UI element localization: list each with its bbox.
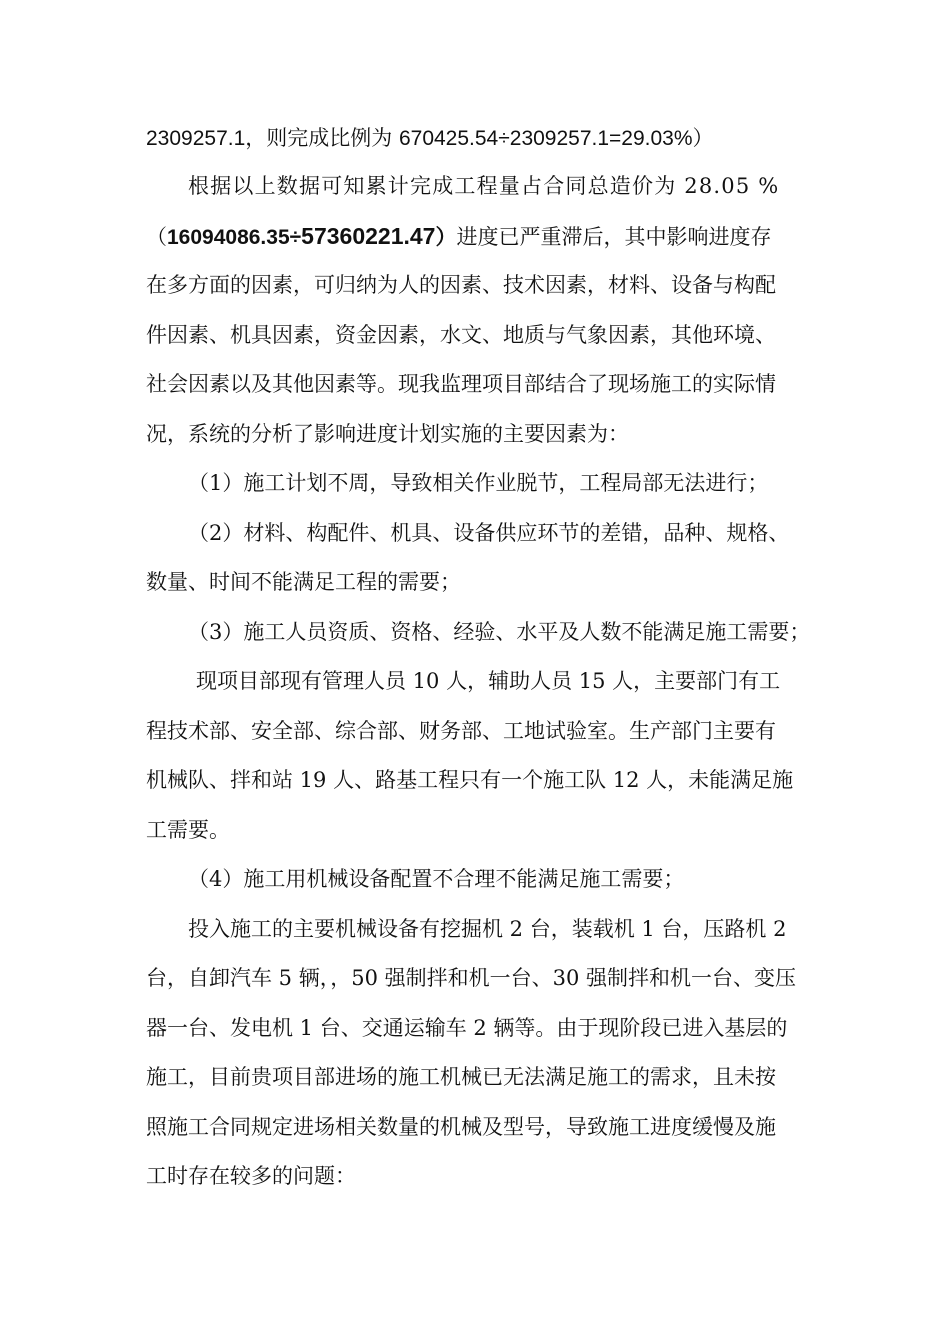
text-line-12 bbox=[196, 661, 866, 701]
text-line-6 bbox=[146, 364, 816, 404]
paragraph-text: 投入施工的主要机械设备有挖掘机 2 台，装载机 1 台，压路机 2 bbox=[188, 917, 787, 941]
text-line-22 bbox=[146, 1156, 816, 1196]
text-line-11 bbox=[188, 612, 858, 652]
paragraph-text: 现项目部现有管理人员 10 人，辅助人员 15 人，主要部门有工 bbox=[196, 669, 781, 693]
text-line-5 bbox=[146, 315, 816, 355]
paragraph-text: 机械队、拌和站 19 人、路基工程只有一个施工队 12 人，未能满足施 bbox=[146, 768, 794, 792]
text-line-15 bbox=[146, 810, 816, 850]
number-text-large: 57360221.47 bbox=[301, 223, 436, 249]
paragraph-text: 器一台、发电机 1 台、交通运输车 2 辆等。由于现阶段已进入基层的 bbox=[146, 1016, 788, 1040]
paragraph-text: 台，自卸汽车 5 辆，，50 强制拌和机一台、30 强制拌和机一台、变压 bbox=[146, 966, 797, 990]
text-line-21 bbox=[146, 1107, 816, 1147]
number-text: 16094086.35÷ bbox=[167, 226, 302, 249]
text-line-1 bbox=[146, 118, 816, 158]
paragraph-text: 工需要。 bbox=[146, 818, 230, 842]
text-line-14 bbox=[146, 760, 816, 800]
text-line-16 bbox=[188, 859, 858, 899]
paragraph-text: 工时存在较多的问题： bbox=[146, 1164, 356, 1188]
text-line-2 bbox=[188, 166, 858, 206]
paragraph-text: 况，系统的分析了影响进度计划实施的主要因素为： bbox=[146, 422, 629, 446]
number-text: 2309257.1 bbox=[146, 127, 246, 150]
paren-close: ） bbox=[435, 226, 457, 249]
text-line-17 bbox=[188, 909, 858, 949]
body-text: ，则完成比例为 bbox=[245, 126, 399, 150]
list-item-4: （4）施工用机械设备配置不合理不能满足施工需要； bbox=[188, 867, 685, 891]
text-line-9 bbox=[188, 513, 858, 553]
text-line-3 bbox=[146, 216, 816, 256]
text-line-4 bbox=[146, 265, 816, 305]
paragraph-text: 根据以上数据可知累计完成工程量占合同总造价为 28.05 % bbox=[188, 174, 780, 198]
list-item-3: （3）施工人员资质、资格、经验、水平及人数不能满足施工需要； bbox=[188, 620, 811, 644]
text-line-8 bbox=[188, 463, 858, 503]
list-item-2: （2）材料、构配件、机具、设备供应环节的差错，品种、规格、 bbox=[188, 521, 790, 545]
text-line-10 bbox=[146, 562, 816, 602]
text-line-7 bbox=[146, 414, 816, 454]
paragraph-text: 程技术部、安全部、综合部、财务部、工地试验室。生产部门主要有 bbox=[146, 719, 776, 743]
text-line-19 bbox=[146, 1008, 816, 1048]
paragraph-text: 在多方面的因素，可归纳为人的因素、技术因素，材料、设备与构配 bbox=[146, 273, 776, 297]
formula-text: 670425.54÷2309257.1=29.03%） bbox=[398, 127, 714, 150]
paragraph-text: 施工，目前贵项目部进场的施工机械已无法满足施工的需求，且未按 bbox=[146, 1065, 776, 1089]
paragraph-text: 数量、时间不能满足工程的需要； bbox=[146, 570, 461, 594]
text-line-13 bbox=[146, 711, 816, 751]
body-text: 进度已严重滞后，其中影响进度存 bbox=[456, 225, 772, 249]
paragraph-text: 照施工合同规定进场相关数量的机械及型号，导致施工进度缓慢及施 bbox=[146, 1115, 776, 1139]
paragraph-text: 社会因素以及其他因素等。现我监理项目部结合了现场施工的实际情 bbox=[146, 372, 776, 396]
list-item-1: （1）施工计划不周，导致相关作业脱节，工程局部无法进行； bbox=[188, 471, 769, 495]
text-line-18 bbox=[146, 958, 816, 998]
text-line-20 bbox=[146, 1057, 816, 1097]
paren-open: （ bbox=[146, 225, 167, 249]
paragraph-text: 件因素、机具因素，资金因素，水文、地质与气象因素，其他环境、 bbox=[146, 323, 776, 347]
